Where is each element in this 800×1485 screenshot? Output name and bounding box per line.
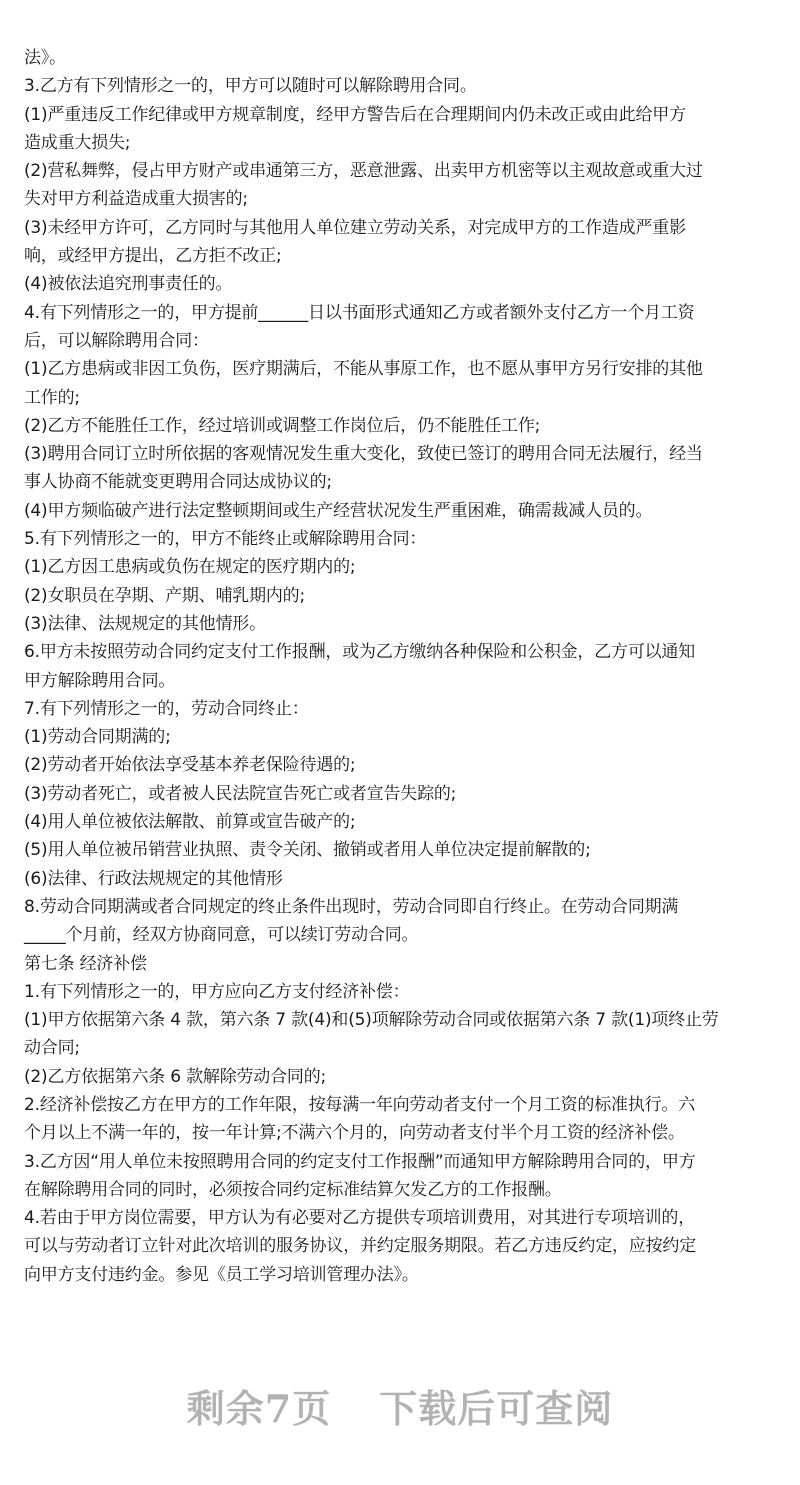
document-line: (2)营私舞弊，侵占甲方财产或串通第三方，恶意泄露、出卖甲方机密等以主观故意或重大过 <box>24 161 703 182</box>
document-line: 5.有下列情形之一的，甲方不能终止或解除聘用合同： <box>24 529 427 550</box>
document-line: (1)乙方患病或非因工负伤，医疗期满后，不能从事原工作，也不愿从事甲方另行安排的其他 <box>24 359 703 380</box>
document-line: 动合同; <box>24 1038 80 1059</box>
document-line: 在解除聘用合同的同时，必须按合同约定标准结算欠发乙方的工作报酬。 <box>24 1179 562 1200</box>
document-line: 2.经济补偿按乙方在甲方的工作年限，按每满一年向劳动者支付一个月工资的标准执行。六 <box>24 1094 696 1115</box>
document-line: (1)甲方依据第六条 4 款，第六条 7 款(4)和(5)项解除劳动合同或依据第六条 7 款(1)项终止劳 <box>24 1010 719 1031</box>
document-line: 造成重大损失; <box>24 132 131 153</box>
document-line: 事人协商不能就变更聘用合同达成协议的; <box>24 472 332 493</box>
document-line: (1)劳动合同期满的; <box>24 727 171 748</box>
document-line: (2)乙方依据第六条 6 款解除劳动合同的; <box>24 1066 327 1087</box>
watermark-decoration: ​ <box>452 529 488 552</box>
document-line: (4)被依法追究刑事责任的。 <box>24 274 233 295</box>
document-line: 第七条 经济补偿 <box>24 953 147 974</box>
document-line: 个月以上不满一年的，按一年计算;不满六个月的，向劳动者支付半个月工资的经济补偿。 <box>24 1123 685 1144</box>
document-line: (6)法律、行政法规规定的其他情形 <box>24 868 283 889</box>
document-line: 3.乙方因“用人单位未按照聘用合同的约定支付工作报酬”而通知甲方解除聘用合同的，甲方 <box>24 1151 696 1172</box>
remaining-pages-label: 剩余7页 <box>186 1386 332 1431</box>
document-line: 响，或经甲方提出，乙方拒不改正; <box>24 246 282 267</box>
document-line: 可以与劳动者订立针对此次培训的服务协议，并约定服务期限。若乙方违反约定，应按约定 <box>24 1236 696 1257</box>
document-line: 4.有下列情形之一的，甲方提前______日以书面形式通知乙方或者额外支付乙方一个月工资 <box>24 302 695 323</box>
document-line: (4)用人单位被依法解散、前算或宣告破产的; <box>24 812 356 833</box>
document-line: 3.乙方有下列情形之一的，甲方可以随时可以解除聘用合同。 <box>24 76 477 97</box>
document-line: 工作的; <box>24 387 80 408</box>
document-line: (1)乙方因工患病或负伤在规定的医疗期内的; <box>24 557 356 578</box>
document-line: 6.甲方未按照劳动合同约定支付工作报酬，或为乙方缴纳各种保险和公积金，乙方可以通知 <box>24 642 696 663</box>
document-line: 后，可以解除聘用合同： <box>24 330 209 351</box>
document-line: _____个月前，经双方协商同意，可以续订劳动合同。 <box>24 925 419 946</box>
document-line: (2)乙方不能胜任工作，经过培训或调整工作岗位后，仍不能胜任工作; <box>24 415 541 436</box>
document-line: (1)严重违反工作纪律或甲方规章制度，经甲方警告后在合理期间内仍未改正或由此给甲方 <box>24 104 686 125</box>
document-line: (3)未经甲方许可，乙方同时与其他用人单位建立劳动关系，对完成甲方的工作造成严重影 <box>24 217 686 238</box>
document-line: 4.若由于甲方岗位需要，甲方认为有必要对乙方提供专项培训费用，对其进行专项培训的， <box>24 1208 696 1229</box>
document-line: 8.劳动合同期满或者合同规定的终止条件出现时，劳动合同即自行终止。在劳动合同期满 <box>24 896 679 917</box>
document-body <box>24 44 780 1289</box>
document-line: (2)女职员在孕期、产期、哺乳期内的; <box>24 585 306 606</box>
document-line: (5)用人单位被吊销营业执照、责令关闭、撤销或者用人单位决定提前解散的; <box>24 840 591 861</box>
document-line: (2)劳动者开始依法享受基本养老保险待遇的; <box>24 755 356 776</box>
document-line: 1.有下列情形之一的，甲方应向乙方支付经济补偿： <box>24 981 410 1002</box>
document-line: (3)劳动者死亡，或者被人民法院宣告死亡或者宣告失踪的; <box>24 783 457 804</box>
document-line: 7.有下列情形之一的，劳动合同终止： <box>24 698 309 719</box>
document-line: 甲方解除聘用合同。 <box>24 670 176 691</box>
document-line: (3)聘用合同订立时所依据的客观情况发生重大变化，致使已签订的聘用合同无法履行，经当 <box>24 444 703 465</box>
document-line: (3)法律、法规规定的其他情形。 <box>24 613 266 634</box>
document-line: 向甲方支付违约金。参见《员工学习培训管理办法》。 <box>24 1264 419 1285</box>
preview-footer[interactable] <box>0 1378 800 1433</box>
document-line: 失对甲方利益造成重大损害的; <box>24 189 248 210</box>
document-line: 法》。 <box>24 48 66 68</box>
document-line: (4)甲方频临破产进行法定整顿期间或生产经营状况发生严重困难，确需裁减人员的。 <box>24 500 653 521</box>
download-to-view-label: 下载后可查阅 <box>379 1386 614 1431</box>
